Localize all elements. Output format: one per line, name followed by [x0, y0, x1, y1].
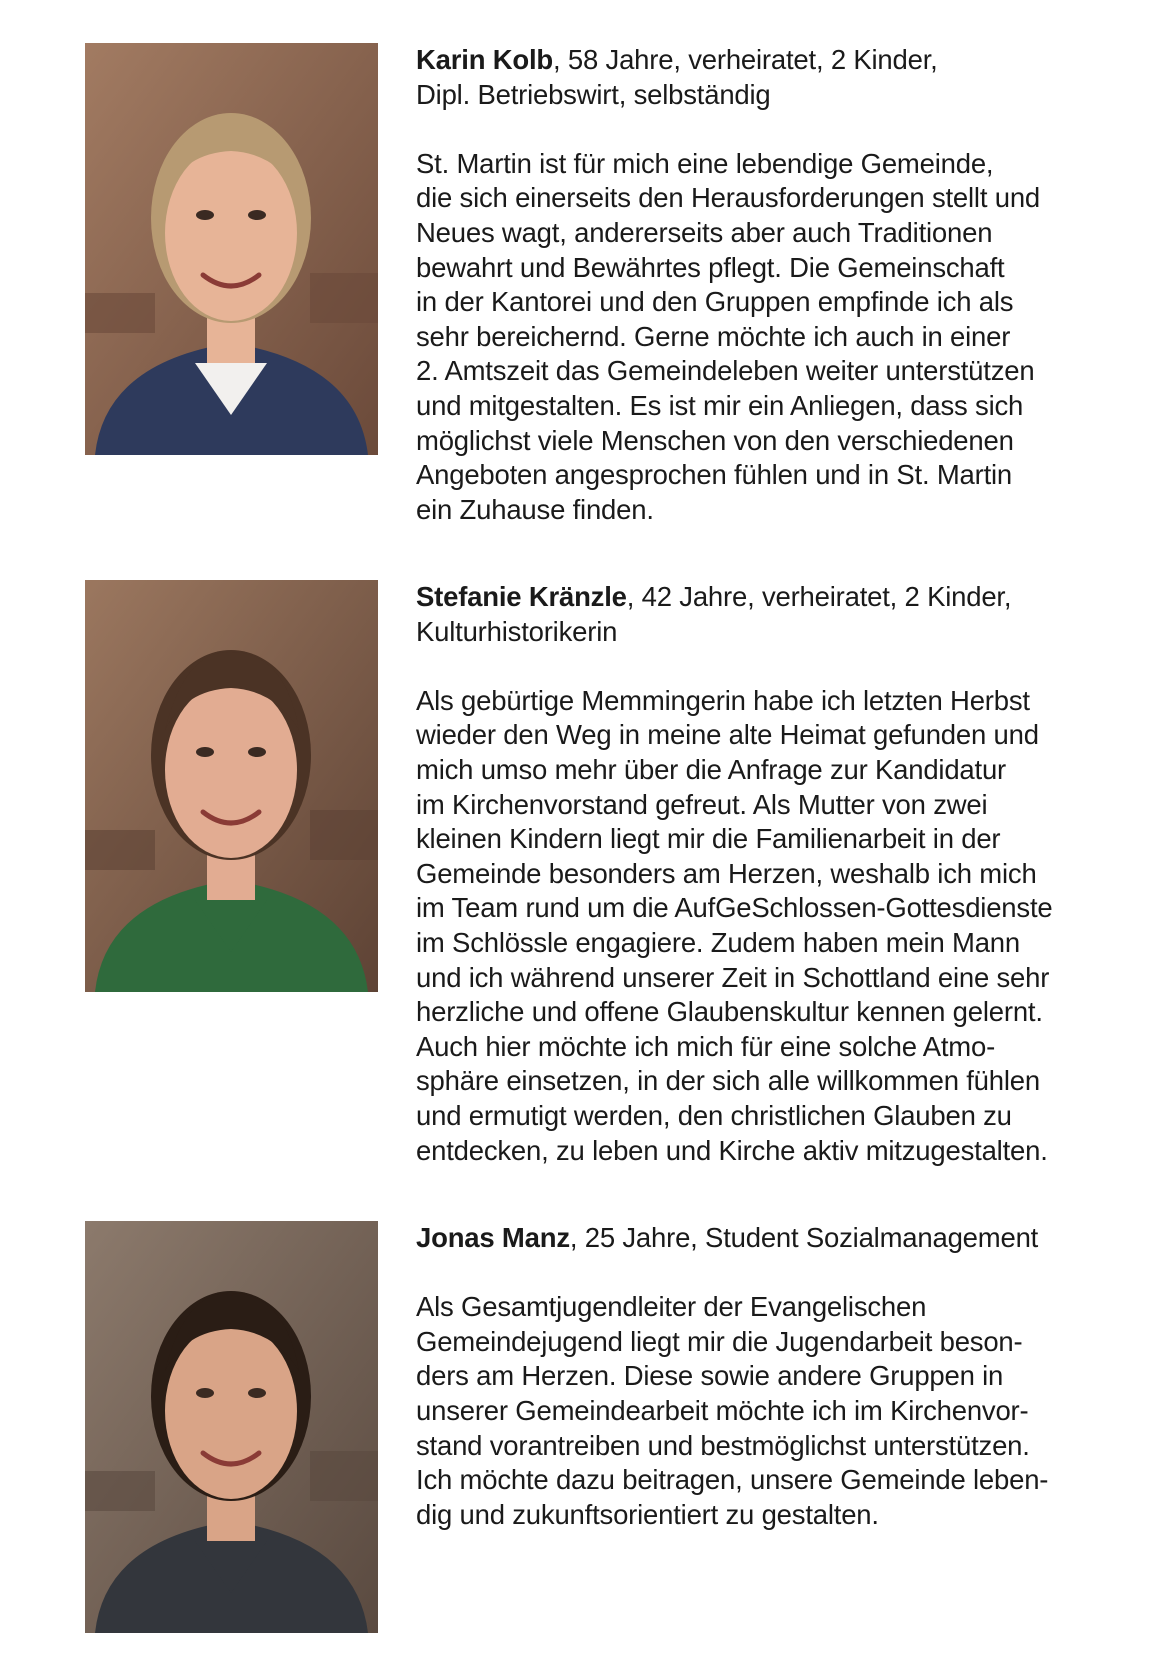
bio-line: bewahrt und Bewährtes pflegt. Die Gemeinschaft: [416, 251, 1005, 283]
bio-line: und ich während unserer Zeit in Schottland eine sehr: [416, 961, 1050, 993]
bio-line: dig und zukunftsorientiert zu gestalten.: [416, 1498, 879, 1530]
bio-line: Neues wagt, andererseits aber auch Traditionen: [416, 216, 993, 248]
candidate-details: , 58 Jahre, verheiratet, 2 Kinder,: [553, 44, 938, 75]
bio-line: ders am Herzen. Diese sowie andere Gruppen in: [416, 1360, 1004, 1392]
bio-line: möglichst viele Menschen von den verschiedenen: [416, 424, 1014, 456]
bio-line: Auch hier möchte ich mich für eine solche Atmo-: [416, 1030, 996, 1062]
bio-line: Als gebürtige Memmingerin habe ich letzten Herbst: [416, 684, 1030, 716]
bio-line: im Schlössle engagiere. Zudem haben mein Mann: [416, 926, 1020, 958]
bio-line: Als Gesamtjugendleiter der Evangelischen: [416, 1291, 927, 1323]
bio-line: herzliche und offene Glaubenskultur kennen gelernt.: [416, 996, 1043, 1028]
portrait-photo: [85, 580, 378, 992]
bio-line: die sich einerseits den Herausforderungen stellt und: [416, 182, 1041, 214]
candidate-details: , 42 Jahre, verheiratet, 2 Kinder,: [626, 581, 1012, 612]
candidate-bio: [416, 147, 1136, 528]
candidate-occupation: Kulturhistorikerin: [416, 615, 618, 647]
bio-line: unserer Gemeindearbeit möchte ich im Kirchenvor-: [416, 1394, 1029, 1426]
candidate-header: [416, 580, 1136, 649]
bio-line: entdecken, zu leben und Kirche aktiv mitzugestalten.: [416, 1134, 1048, 1166]
bio-line: und ermutigt werden, den christlichen Glauben zu: [416, 1099, 1012, 1131]
bio-line: und mitgestalten. Es ist mir ein Anliegen, dass sich: [416, 389, 1024, 421]
candidate-details: , 25 Jahre, Student Sozialmanagement: [569, 1222, 1039, 1253]
bio-line: im Team rund um die AufGeSchlossen-Gottesdienste: [416, 892, 1053, 924]
bio-line: mich umso mehr über die Anfrage zur Kandidatur: [416, 753, 1006, 785]
bio-line: in der Kantorei und den Gruppen empfinde ich als: [416, 286, 1014, 318]
bio-line: Ich möchte dazu beitragen, unsere Gemeinde leben-: [416, 1464, 1049, 1496]
candidate-text: [416, 1221, 1136, 1532]
bio-line: St. Martin ist für mich eine lebendige Gemeinde,: [416, 147, 994, 179]
candidate-name: Jonas Manz: [416, 1222, 570, 1253]
candidate-name: Stefanie Kränzle: [416, 581, 627, 612]
bio-line: Angeboten angesprochen fühlen und in St. Martin: [416, 459, 1013, 491]
candidate-text: [416, 580, 1136, 1168]
candidate-header: [416, 43, 1136, 112]
portrait-photo: [85, 1221, 378, 1633]
candidate-name: Karin Kolb: [416, 44, 554, 75]
bio-line: ein Zuhause finden.: [416, 493, 654, 525]
portrait-illustration: [85, 43, 378, 455]
candidate-occupation: Dipl. Betriebswirt, selbständig: [416, 78, 771, 110]
bio-line: wieder den Weg in meine alte Heimat gefunden und: [416, 719, 1039, 751]
bio-line: 2. Amtszeit das Gemeindeleben weiter unterstützen: [416, 355, 1035, 387]
bio-line: Gemeindejugend liegt mir die Jugendarbeit beson-: [416, 1325, 1023, 1357]
portrait-illustration: [85, 580, 378, 992]
bio-line: im Kirchenvorstand gefreut. Als Mutter von zwei: [416, 788, 988, 820]
candidate-text: [416, 43, 1136, 527]
bio-line: stand vorantreiben und bestmöglichst unterstützen.: [416, 1429, 1030, 1461]
portrait-illustration: [85, 1221, 378, 1633]
bio-line: sphäre einsetzen, in der sich alle willkommen fühlen: [416, 1065, 1040, 1097]
portrait-photo: [85, 43, 378, 455]
candidate-bio: [416, 1290, 1136, 1532]
bio-line: sehr bereichernd. Gerne möchte ich auch in einer: [416, 320, 1011, 352]
bio-line: kleinen Kindern liegt mir die Familienarbeit in der: [416, 823, 1001, 855]
candidate-bio: [416, 684, 1136, 1168]
candidate-header: [416, 1221, 1136, 1256]
bio-line: Gemeinde besonders am Herzen, weshalb ich mich: [416, 857, 1037, 889]
